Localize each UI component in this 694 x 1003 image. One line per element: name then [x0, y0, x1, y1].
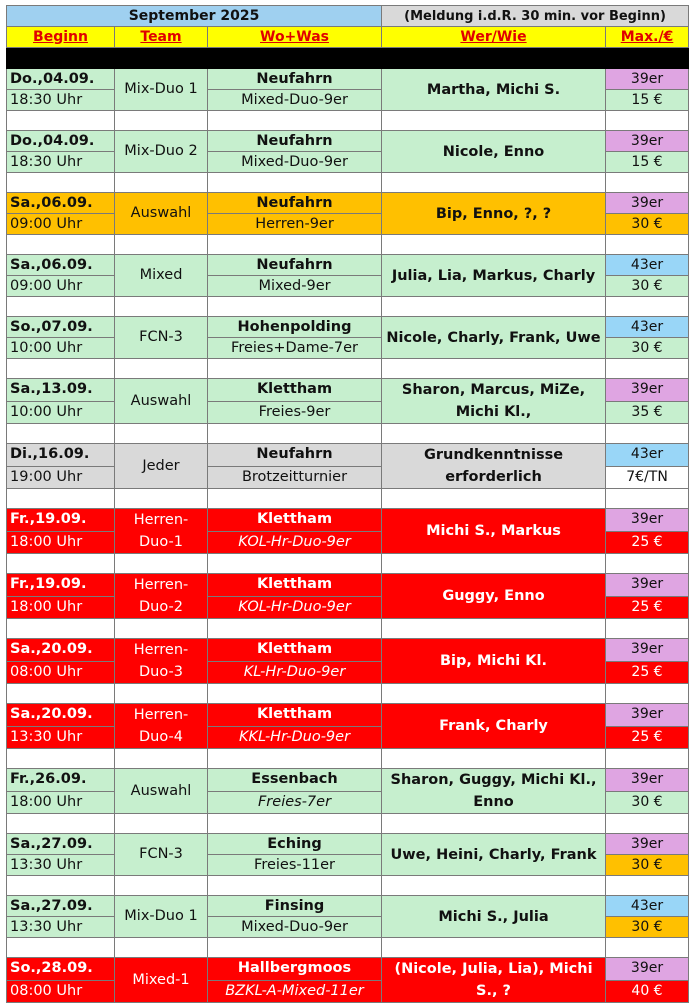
spacer-cell	[208, 554, 382, 574]
spacer-cell	[115, 111, 208, 131]
event-fee: 30 €	[606, 917, 689, 938]
event-row-top	[7, 255, 689, 276]
spacer-cell	[7, 235, 115, 255]
event-location: Neufahrn	[208, 193, 382, 214]
event-date: Sa.,20.09.	[7, 704, 115, 727]
event-time: 18:30 Uhr	[7, 152, 115, 173]
event-team: Mixed-1	[115, 958, 208, 1003]
event-participants: Grundkenntnisse erforderlich	[382, 444, 606, 489]
spacer-row	[7, 814, 689, 834]
spacer-cell	[7, 814, 115, 834]
event-participants: Nicole, Charly, Frank, Uwe	[382, 317, 606, 359]
spacer-row	[7, 235, 689, 255]
spacer-cell	[115, 684, 208, 704]
title-row	[7, 6, 689, 27]
spacer-cell	[382, 235, 606, 255]
event-participants: (Nicole, Julia, Lia), Michi S., ?	[382, 958, 606, 1003]
spacer-cell	[382, 749, 606, 769]
event-team: Jeder	[115, 444, 208, 489]
event-team: Auswahl	[115, 769, 208, 814]
spacer-cell	[208, 938, 382, 958]
column-header-max: Max./€	[606, 27, 689, 48]
spacer-cell	[382, 359, 606, 379]
black-separator-row	[7, 48, 689, 69]
spacer-cell	[382, 684, 606, 704]
event-type: Mixed-Duo-9er	[208, 152, 382, 173]
event-row-top	[7, 69, 689, 90]
event-location: Klettham	[208, 704, 382, 727]
event-location: Hohenpolding	[208, 317, 382, 338]
spacer-cell	[208, 489, 382, 509]
event-team: Herren-Duo-3	[115, 639, 208, 684]
event-date: So.,28.09.	[7, 958, 115, 981]
event-location: Hallbergmoos	[208, 958, 382, 981]
event-fee: 25 €	[606, 726, 689, 749]
spacer-cell	[382, 814, 606, 834]
event-age-class: 43er	[606, 317, 689, 338]
event-fee: 15 €	[606, 90, 689, 111]
event-team: Mix-Duo 1	[115, 896, 208, 938]
event-row-top	[7, 704, 689, 727]
event-location: Klettham	[208, 574, 382, 597]
spacer-cell	[382, 297, 606, 317]
spacer-cell	[115, 297, 208, 317]
event-date: Do.,04.09.	[7, 69, 115, 90]
spacer-cell	[606, 554, 689, 574]
event-participants: Michi S., Markus	[382, 509, 606, 554]
event-fee: 40 €	[606, 980, 689, 1003]
spacer-cell	[606, 235, 689, 255]
event-age-class: 39er	[606, 574, 689, 597]
spacer-cell	[7, 619, 115, 639]
spacer-cell	[606, 111, 689, 131]
event-row-top	[7, 834, 689, 855]
event-participants: Sharon, Guggy, Michi Kl., Enno	[382, 769, 606, 814]
event-team: FCN-3	[115, 834, 208, 876]
event-date: Sa.,06.09.	[7, 193, 115, 214]
spacer-cell	[382, 619, 606, 639]
event-type: Herren-9er	[208, 214, 382, 235]
spacer-cell	[115, 876, 208, 896]
event-participants: Bip, Michi Kl.	[382, 639, 606, 684]
event-location: Neufahrn	[208, 255, 382, 276]
spacer-cell	[606, 814, 689, 834]
event-time: 09:00 Uhr	[7, 214, 115, 235]
event-location: Finsing	[208, 896, 382, 917]
spacer-cell	[606, 489, 689, 509]
spacer-cell	[382, 938, 606, 958]
column-header-wer-wie: Wer/Wie	[382, 27, 606, 48]
event-participants: Nicole, Enno	[382, 131, 606, 173]
spacer-cell	[115, 173, 208, 193]
event-date: Sa.,06.09.	[7, 255, 115, 276]
event-date: Do.,04.09.	[7, 131, 115, 152]
spacer-row	[7, 297, 689, 317]
event-participants: Frank, Charly	[382, 704, 606, 749]
spacer-cell	[7, 684, 115, 704]
event-type: Freies-11er	[208, 855, 382, 876]
month-title: September 2025	[7, 6, 382, 27]
spacer-row	[7, 424, 689, 444]
event-time: 13:30 Uhr	[7, 855, 115, 876]
spacer-cell	[382, 489, 606, 509]
event-location: Neufahrn	[208, 444, 382, 467]
event-type: Freies-9er	[208, 401, 382, 424]
event-type: Mixed-Duo-9er	[208, 917, 382, 938]
event-date: Sa.,27.09.	[7, 896, 115, 917]
event-participants: Martha, Michi S.	[382, 69, 606, 111]
event-team: Auswahl	[115, 193, 208, 235]
spacer-cell	[382, 876, 606, 896]
spacer-cell	[606, 619, 689, 639]
event-time: 18:30 Uhr	[7, 90, 115, 111]
event-team: Auswahl	[115, 379, 208, 424]
registration-note: (Meldung i.d.R. 30 min. vor Beginn)	[382, 6, 689, 27]
spacer-cell	[208, 876, 382, 896]
spacer-cell	[382, 173, 606, 193]
spacer-cell	[208, 297, 382, 317]
event-participants: Bip, Enno, ?, ?	[382, 193, 606, 235]
event-age-class: 39er	[606, 69, 689, 90]
spacer-cell	[606, 938, 689, 958]
event-fee: 7€/TN	[606, 466, 689, 489]
event-time: 18:00 Uhr	[7, 596, 115, 619]
spacer-row	[7, 938, 689, 958]
spacer-row	[7, 111, 689, 131]
event-type: BZKL-A-Mixed-11er	[208, 980, 382, 1003]
event-type: KKL-Hr-Duo-9er	[208, 726, 382, 749]
event-type: Freies-7er	[208, 791, 382, 814]
event-age-class: 39er	[606, 704, 689, 727]
event-time: 10:00 Uhr	[7, 338, 115, 359]
black-separator	[7, 48, 689, 69]
spacer-cell	[115, 489, 208, 509]
spacer-cell	[208, 359, 382, 379]
event-age-class: 39er	[606, 131, 689, 152]
event-date: Sa.,20.09.	[7, 639, 115, 662]
event-age-class: 43er	[606, 255, 689, 276]
event-fee: 30 €	[606, 791, 689, 814]
spacer-cell	[382, 554, 606, 574]
event-age-class: 39er	[606, 639, 689, 662]
spacer-cell	[606, 359, 689, 379]
event-age-class: 39er	[606, 509, 689, 532]
event-team: Mix-Duo 1	[115, 69, 208, 111]
event-row-top	[7, 193, 689, 214]
spacer-row	[7, 749, 689, 769]
schedule-body	[7, 6, 689, 1003]
event-location: Essenbach	[208, 769, 382, 792]
event-row-top	[7, 896, 689, 917]
event-time: 09:00 Uhr	[7, 276, 115, 297]
event-date: So.,07.09.	[7, 317, 115, 338]
event-fee: 30 €	[606, 214, 689, 235]
event-age-class: 39er	[606, 379, 689, 402]
event-age-class: 39er	[606, 958, 689, 981]
spacer-cell	[7, 359, 115, 379]
spacer-cell	[115, 749, 208, 769]
spacer-cell	[115, 359, 208, 379]
event-fee: 15 €	[606, 152, 689, 173]
spacer-cell	[606, 749, 689, 769]
spacer-row	[7, 489, 689, 509]
event-date: Sa.,13.09.	[7, 379, 115, 402]
event-type: KOL-Hr-Duo-9er	[208, 531, 382, 554]
event-participants: Michi S., Julia	[382, 896, 606, 938]
spacer-cell	[606, 173, 689, 193]
spacer-cell	[208, 424, 382, 444]
spacer-row	[7, 684, 689, 704]
event-type: Mixed-Duo-9er	[208, 90, 382, 111]
event-fee: 25 €	[606, 661, 689, 684]
event-team: Herren-Duo-2	[115, 574, 208, 619]
event-type: KL-Hr-Duo-9er	[208, 661, 382, 684]
event-location: Eching	[208, 834, 382, 855]
event-date: Fr.,19.09.	[7, 574, 115, 597]
spacer-cell	[208, 749, 382, 769]
event-row-top	[7, 574, 689, 597]
spacer-cell	[115, 619, 208, 639]
spacer-cell	[115, 814, 208, 834]
event-participants: Uwe, Heini, Charly, Frank	[382, 834, 606, 876]
event-date: Fr.,26.09.	[7, 769, 115, 792]
event-team: Herren-Duo-4	[115, 704, 208, 749]
spacer-cell	[7, 111, 115, 131]
spacer-cell	[7, 938, 115, 958]
event-type: KOL-Hr-Duo-9er	[208, 596, 382, 619]
event-team: Mixed	[115, 255, 208, 297]
spacer-cell	[7, 554, 115, 574]
spacer-cell	[382, 111, 606, 131]
event-row-top	[7, 509, 689, 532]
spacer-cell	[7, 749, 115, 769]
schedule-table	[6, 5, 689, 1003]
spacer-row	[7, 619, 689, 639]
event-time: 10:00 Uhr	[7, 401, 115, 424]
spacer-cell	[606, 684, 689, 704]
event-fee: 30 €	[606, 276, 689, 297]
event-time: 08:00 Uhr	[7, 661, 115, 684]
event-row-top	[7, 131, 689, 152]
event-age-class: 39er	[606, 193, 689, 214]
event-participants: Sharon, Marcus, MiZe, Michi Kl.,	[382, 379, 606, 424]
spacer-cell	[7, 173, 115, 193]
spacer-cell	[7, 424, 115, 444]
event-age-class: 43er	[606, 896, 689, 917]
event-time: 19:00 Uhr	[7, 466, 115, 489]
spacer-cell	[208, 684, 382, 704]
event-row-top	[7, 639, 689, 662]
event-row-top	[7, 317, 689, 338]
event-team: FCN-3	[115, 317, 208, 359]
event-fee: 35 €	[606, 401, 689, 424]
spacer-cell	[7, 489, 115, 509]
event-team: Mix-Duo 2	[115, 131, 208, 173]
spacer-cell	[606, 424, 689, 444]
event-fee: 30 €	[606, 855, 689, 876]
event-time: 18:00 Uhr	[7, 531, 115, 554]
event-fee: 25 €	[606, 596, 689, 619]
column-header-beginn: Beginn	[7, 27, 115, 48]
event-fee: 30 €	[606, 338, 689, 359]
event-team: Herren-Duo-1	[115, 509, 208, 554]
event-participants: Julia, Lia, Markus, Charly	[382, 255, 606, 297]
event-age-class: 39er	[606, 769, 689, 792]
spacer-cell	[208, 111, 382, 131]
spacer-cell	[115, 424, 208, 444]
event-type: Mixed-9er	[208, 276, 382, 297]
event-row-top	[7, 769, 689, 792]
spacer-cell	[208, 235, 382, 255]
event-time: 13:30 Uhr	[7, 726, 115, 749]
spacer-row	[7, 554, 689, 574]
spacer-cell	[208, 814, 382, 834]
spacer-cell	[115, 554, 208, 574]
event-age-class: 39er	[606, 834, 689, 855]
spacer-cell	[7, 876, 115, 896]
spacer-cell	[7, 297, 115, 317]
event-type: Freies+Dame-7er	[208, 338, 382, 359]
spacer-cell	[115, 938, 208, 958]
event-date: Fr.,19.09.	[7, 509, 115, 532]
column-header-row	[7, 27, 689, 48]
event-location: Neufahrn	[208, 69, 382, 90]
spacer-cell	[115, 235, 208, 255]
spacer-cell	[208, 173, 382, 193]
event-age-class: 43er	[606, 444, 689, 467]
column-header-wo-was: Wo+Was	[208, 27, 382, 48]
event-location: Klettham	[208, 509, 382, 532]
event-row-top	[7, 958, 689, 981]
event-date: Sa.,27.09.	[7, 834, 115, 855]
spacer-cell	[382, 424, 606, 444]
event-row-top	[7, 379, 689, 402]
spacer-row	[7, 173, 689, 193]
event-time: 08:00 Uhr	[7, 980, 115, 1003]
event-time: 13:30 Uhr	[7, 917, 115, 938]
event-location: Klettham	[208, 639, 382, 662]
event-date: Di.,16.09.	[7, 444, 115, 467]
event-participants: Guggy, Enno	[382, 574, 606, 619]
event-row-top	[7, 444, 689, 467]
schedule-sheet	[6, 5, 688, 1003]
column-header-team: Team	[115, 27, 208, 48]
event-time: 18:00 Uhr	[7, 791, 115, 814]
spacer-cell	[606, 297, 689, 317]
event-location: Neufahrn	[208, 131, 382, 152]
event-location: Klettham	[208, 379, 382, 402]
spacer-cell	[208, 619, 382, 639]
spacer-row	[7, 876, 689, 896]
spacer-row	[7, 359, 689, 379]
spacer-cell	[606, 876, 689, 896]
event-fee: 25 €	[606, 531, 689, 554]
event-type: Brotzeitturnier	[208, 466, 382, 489]
